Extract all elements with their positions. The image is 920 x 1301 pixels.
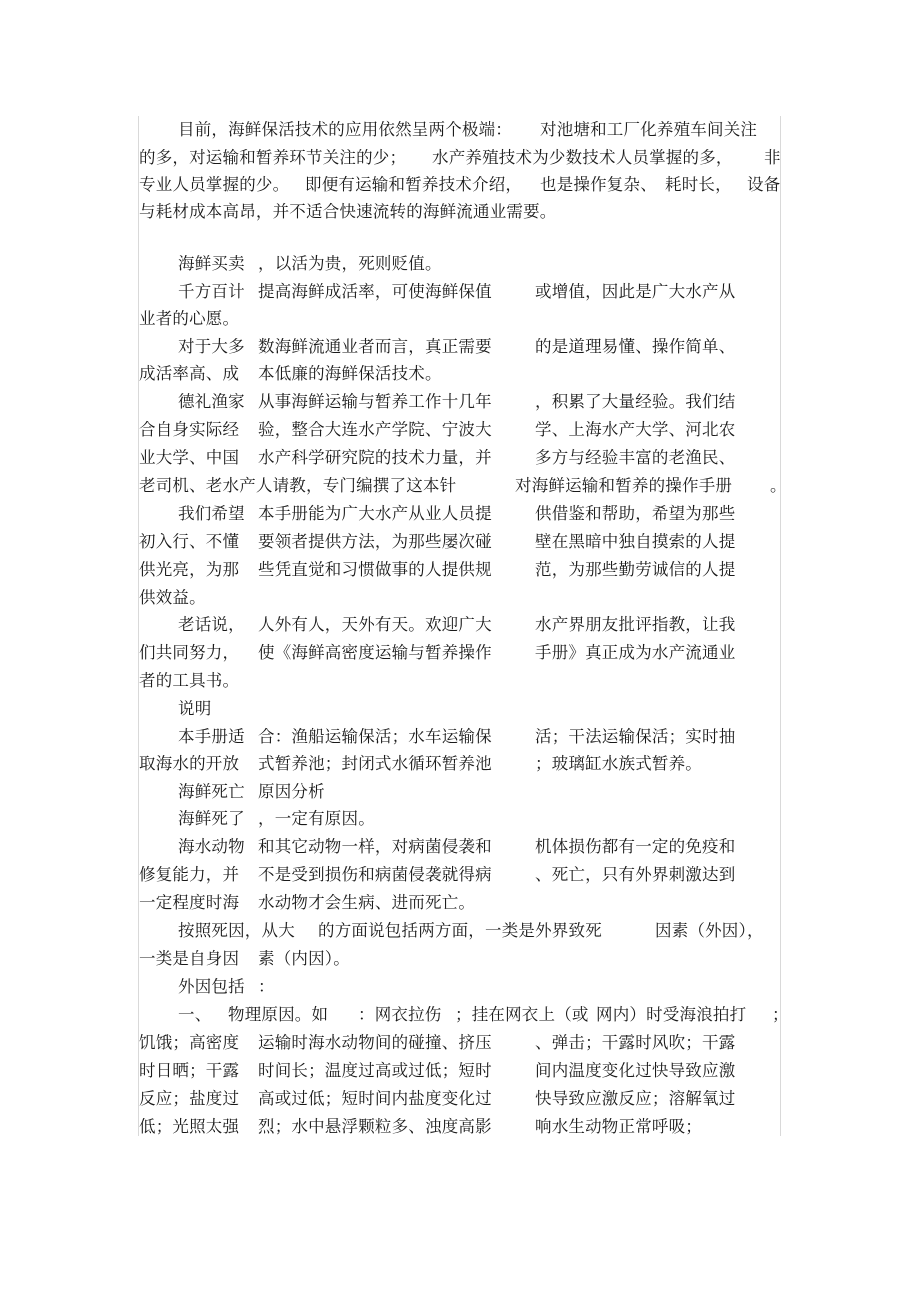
text-line-31-part-1: 外因包括 — [178, 977, 245, 996]
text-line-11-part-1: 合自身实际经 — [139, 420, 240, 439]
text-line-23-part-2: 式暂养池；封闭式水循环暂养池 — [258, 754, 492, 773]
text-line-29-part-2: 的方面说包括两方面，一类是外界致死 — [318, 921, 602, 940]
text-line-16-part-1: 供光亮，为那 — [139, 560, 240, 579]
text-line-6-part-2: 提高海鲜成活率，可使海鲜保值 — [258, 282, 492, 301]
text-line-34-part-1: 时日晒；干露 — [139, 1061, 240, 1080]
text-line-19-part-3: 手册》真正成为水产流通业 — [535, 643, 736, 662]
text-line-36-part-3: 响水生动物正常呼吸； — [535, 1117, 702, 1136]
text-line-18-part-1: 老话说， — [178, 615, 245, 634]
text-line-9-part-1: 成活率高、成 — [139, 364, 240, 383]
text-line-14-part-3: 供借鉴和帮助，希望为那些 — [535, 504, 736, 523]
text-line-36-part-2: 烈；水中悬浮颗粒多、浊度高影 — [258, 1117, 492, 1136]
text-line-4-part-1: 与耗材成本高昂，并不适合快速流转的海鲜流通业需要。 — [139, 202, 557, 221]
text-line-35-part-1: 反应；盐度过 — [139, 1089, 240, 1108]
text-line-12-part-1: 业大学、中国 — [139, 448, 240, 467]
text-line-36-part-1: 低；光照太强 — [139, 1117, 240, 1136]
text-line-5-part-1: 海鲜买卖 — [178, 254, 245, 273]
text-line-8-part-1: 对于大多 — [178, 337, 245, 356]
text-line-22-part-1: 本手册适 — [178, 727, 245, 746]
text-line-12-part-2: 水产科学研究院的技术力量，并 — [258, 448, 492, 467]
text-line-26-part-2: 和其它动物一样，对病菌侵袭和 — [258, 837, 492, 856]
text-line-35-part-2: 高或过低；短时间内盐度变化过 — [258, 1089, 492, 1108]
text-line-33-part-1: 饥饿；高密度 — [139, 1033, 240, 1052]
text-line-5-part-2: ，以活为贵，死则贬值。 — [258, 254, 442, 273]
text-line-15-part-3: 壁在黑暗中独自摸索的人提 — [535, 532, 736, 551]
text-line-13-part-3: 。 — [770, 476, 787, 495]
text-line-18-part-2: 人外有人，天外有天。欢迎广大 — [258, 615, 492, 634]
text-line-32-part-2: 物理原因。如 — [228, 1005, 329, 1024]
text-line-24-part-2: 原因分析 — [258, 782, 325, 801]
text-line-11-part-3: 学、上海水产大学、河北农 — [535, 420, 736, 439]
text-line-23-part-3: ；玻璃缸水族式暂养。 — [535, 754, 702, 773]
text-line-27-part-3: 、死亡，只有外界刺激达到 — [535, 865, 736, 884]
text-line-14-part-2: 本手册能为广大水产从业人员提 — [258, 504, 492, 523]
text-line-3-part-5: 设备 — [747, 175, 781, 194]
text-line-6-part-1: 千方百计 — [178, 282, 245, 301]
text-line-22-part-2: 合：渔船运输保活；水车运输保 — [258, 727, 492, 746]
text-line-16-part-2: 些凭直觉和习惯做事的人提供规 — [258, 560, 492, 579]
text-line-2-part-1: 的多，对运输和暂养环节关注的少； — [139, 148, 407, 167]
text-line-3-part-4: 耗时长， — [665, 175, 732, 194]
text-line-10-part-2: 从事海鲜运输与暂养工作十几年 — [258, 392, 492, 411]
text-line-22-part-3: 活；干法运输保活；实时抽 — [535, 727, 736, 746]
text-line-8-part-2: 数海鲜流通业者而言，真正需要 — [258, 337, 492, 356]
text-line-34-part-3: 间内温度变化过快导致应激 — [535, 1061, 736, 1080]
text-line-13-part-2: 对海鲜运输和暂养的操作手册 — [515, 476, 733, 495]
text-line-2-part-3: 非 — [764, 148, 781, 167]
text-line-32-part-3: ：网衣拉伤 — [358, 1005, 442, 1024]
text-line-32-part-6: ； — [772, 1005, 789, 1024]
text-line-29-part-3: 因素（外因）， — [655, 921, 764, 940]
text-line-3-part-3: 也是操作复杂、 — [540, 175, 657, 194]
text-line-12-part-3: 多方与经验丰富的老渔民、 — [535, 448, 736, 467]
text-line-27-part-2: 不是受到损伤和病菌侵袭就得病 — [258, 865, 492, 884]
text-line-2-part-2: 水产养殖技术为少数技术人员掌握的多， — [432, 148, 733, 167]
text-line-25-part-1: 海鲜死了 — [178, 809, 245, 828]
text-line-8-part-3: 的是道理易懂、操作简单、 — [535, 337, 736, 356]
text-line-13-part-1: 老司机、老水产人请教，专门编撰了这本针 — [139, 476, 457, 495]
text-line-26-part-1: 海水动物 — [178, 837, 245, 856]
text-line-33-part-3: 、弹击；干露时风吹；干露 — [535, 1033, 736, 1052]
text-line-33-part-2: 运输时海水动物间的碰撞、挤压 — [258, 1033, 492, 1052]
text-line-10-part-3: ，积累了大量经验。我们结 — [535, 392, 736, 411]
text-line-19-part-1: 们共同努力， — [139, 643, 240, 662]
text-line-24-part-1: 海鲜死亡 — [178, 782, 245, 801]
text-line-6-part-3: 或增值，因此是广大水产从 — [535, 282, 736, 301]
text-line-18-part-3: 水产界朋友批评指教，让我 — [535, 615, 736, 634]
text-line-20-part-1: 者的工具书。 — [139, 671, 240, 690]
text-line-32-part-4: ；挂在网衣上（或 — [455, 1005, 589, 1024]
text-line-32-part-1: 一、 — [178, 1005, 212, 1024]
text-line-23-part-1: 取海水的开放 — [139, 754, 240, 773]
text-line-25-part-2: ，一定有原因。 — [258, 809, 375, 828]
text-line-17-part-1: 供效益。 — [139, 588, 206, 607]
text-line-32-part-5: 网内）时受海浪拍打 — [596, 1005, 747, 1024]
text-line-15-part-2: 要领者提供方法，为那些屡次碰 — [258, 532, 492, 551]
text-line-30-part-1: 一类是自身因 — [139, 949, 240, 968]
text-line-9-part-2: 本低廉的海鲜保活技术。 — [258, 364, 442, 383]
text-line-26-part-3: 机体损伤都有一定的免疫和 — [535, 837, 736, 856]
text-line-19-part-2: 使《海鲜高密度运输与暂养操作 — [258, 643, 492, 662]
text-line-10-part-1: 德礼渔家 — [178, 392, 245, 411]
text-line-28-part-1: 一定程度时海 — [139, 893, 240, 912]
text-line-27-part-1: 修复能力，并 — [139, 865, 240, 884]
text-line-3-part-1: 专业人员掌握的少。 — [139, 175, 290, 194]
text-line-1-part-1: 目前，海鲜保活技术的应用依然呈两个极端： — [178, 120, 512, 139]
text-line-30-part-2: 素（内因）。 — [258, 949, 350, 968]
text-line-7-part-1: 业者的心愿。 — [139, 309, 240, 328]
text-line-29-part-1: 按照死因，从大 — [178, 921, 295, 940]
text-line-28-part-2: 水动物才会生病、进而死亡。 — [258, 893, 476, 912]
text-line-1-part-2: 对池塘和工厂化养殖车间关注 — [540, 120, 758, 139]
text-line-31-part-2: ： — [258, 977, 275, 996]
text-line-3-part-2: 即便有运输和暂养技术介绍， — [305, 175, 523, 194]
text-line-16-part-3: 范，为那些勤劳诚信的人提 — [535, 560, 736, 579]
text-line-11-part-2: 验，整合大连水产学院、宁波大 — [258, 420, 492, 439]
text-line-35-part-3: 快导致应激反应；溶解氧过 — [535, 1089, 736, 1108]
text-line-34-part-2: 时间长；温度过高或过低；短时 — [258, 1061, 492, 1080]
text-line-15-part-1: 初入行、不懂 — [139, 532, 240, 551]
text-line-14-part-1: 我们希望 — [178, 504, 245, 523]
text-line-21-part-1: 说明 — [178, 699, 212, 718]
